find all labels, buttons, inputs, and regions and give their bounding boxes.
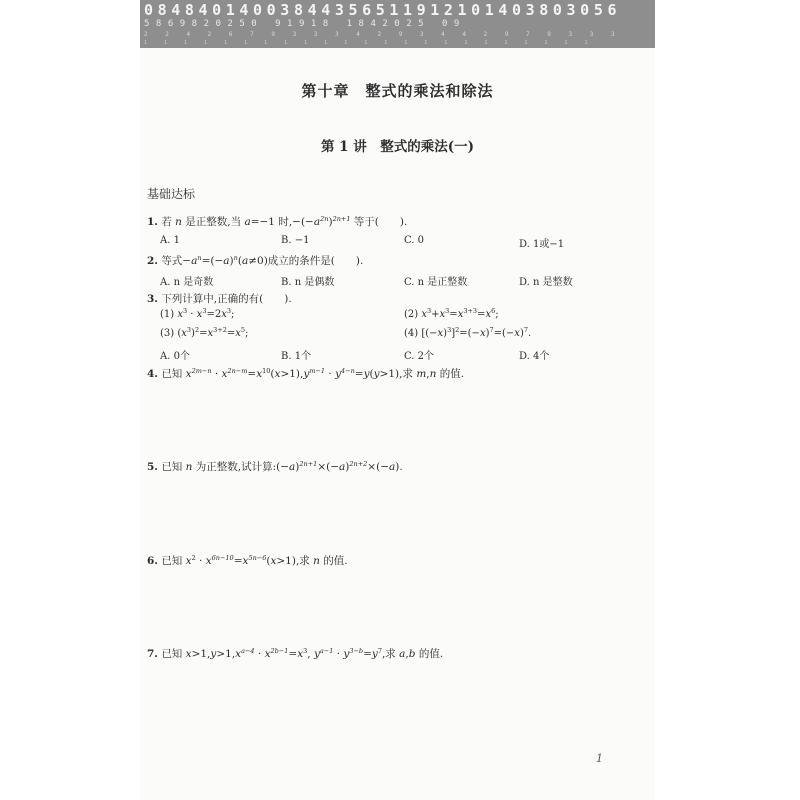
q5-text: ×(− — [317, 461, 340, 473]
q3-exp: 3 — [186, 326, 192, 334]
q3-item-2 — [404, 309, 499, 320]
q4-text: · — [211, 368, 222, 380]
q3-option-d: D. 4个 — [519, 351, 550, 362]
q1-exp: 2n — [320, 215, 329, 223]
q3-text: = — [226, 328, 236, 339]
q7-exp: 7 — [377, 647, 382, 655]
q2-var: a — [191, 255, 198, 267]
q6-var: n — [313, 555, 320, 567]
q1-option-b: B. −1 — [281, 235, 310, 246]
q3-text: ) — [191, 328, 195, 339]
q4-var: y — [373, 368, 380, 380]
q4-var: y — [335, 368, 341, 380]
q4-var: n — [429, 368, 437, 380]
question-7 — [147, 646, 443, 661]
q3-var: x — [196, 309, 203, 320]
q4-text: , — [426, 368, 430, 380]
q4-var: y — [303, 368, 310, 380]
q4-var: x — [185, 368, 192, 380]
q1-option-d: D. 1或−1 — [519, 239, 565, 250]
q3-text: (4) [(− — [404, 328, 438, 339]
q3-text: = — [477, 309, 486, 320]
q6-exp: 2 — [191, 554, 196, 562]
q1-exp: 2n+1 — [332, 215, 351, 223]
q3-exp: 3 — [226, 307, 231, 315]
q3-text: 下列计算中,正确的有( ). — [161, 293, 292, 305]
q6-var: x — [270, 555, 277, 567]
q7-text: >1, — [191, 648, 211, 660]
q2-text: ) — [229, 255, 234, 267]
q3-exp: 3 — [445, 307, 450, 315]
q4-exp: 2m−n — [191, 367, 212, 375]
q7-text: ,求 — [381, 648, 400, 660]
page-number: 1 — [596, 752, 603, 765]
q4-text: 的值. — [436, 368, 465, 380]
question-number: 7. — [147, 648, 158, 660]
q4-text: >1),求 — [379, 368, 417, 380]
question-number: 4. — [147, 368, 158, 380]
q7-exp: 3 — [303, 647, 308, 655]
q3-item-4 — [404, 328, 531, 339]
q3-var: x — [437, 328, 444, 339]
q2-text: ( — [237, 255, 242, 267]
strip-row-1: 08484014003844356511912101403803056 — [144, 1, 622, 19]
q7-var: y — [210, 648, 217, 660]
q3-exp: 3 — [447, 326, 452, 334]
q3-var: x — [457, 309, 464, 320]
q2-option-a: A. n 是奇数 — [160, 277, 214, 288]
strip-row-4: 1 1 1 1 1 1 1 1 1 1 1 1 1 1 1 1 1 1 1 1 1 1 1 — [144, 40, 595, 46]
q3-item-3 — [160, 328, 248, 339]
q3-text: ) — [443, 328, 448, 339]
q3-text: (1) — [160, 309, 178, 320]
q3-text: . — [527, 328, 532, 339]
q7-var: x — [185, 648, 192, 660]
q3-exp: 3 — [426, 307, 432, 315]
q1-text: 是正整数,当 — [181, 216, 245, 228]
q5-text: ) — [295, 461, 300, 473]
q6-text: · — [195, 555, 206, 567]
book-page — [140, 0, 655, 800]
question-number: 3. — [147, 293, 158, 305]
q3-text: ; — [495, 309, 499, 320]
q3-var: x — [439, 309, 446, 320]
q2-var: a — [241, 255, 249, 267]
q7-var: b — [408, 648, 416, 660]
q4-var: x — [221, 368, 228, 380]
q4-text: = — [354, 368, 364, 380]
q6-text: >1),求 — [276, 555, 314, 567]
q1-option-c: C. 0 — [404, 235, 425, 246]
q3-var: x — [177, 309, 183, 320]
q5-exp: 2n+2 — [349, 460, 368, 468]
q4-text: >1), — [280, 368, 304, 380]
q5-text: ) — [345, 461, 350, 473]
q7-var: x — [235, 648, 242, 660]
q2-option-b: B. n 是偶数 — [281, 277, 335, 288]
q1-text: 若 — [161, 216, 176, 228]
q3-text: ) — [519, 328, 524, 339]
q2-text: ≠0)成立的条件是( ). — [248, 255, 364, 267]
question-2 — [147, 253, 363, 268]
q5-exp: 2n+1 — [299, 460, 318, 468]
q3-exp: 7 — [523, 326, 528, 334]
q3-exp: 3 — [202, 307, 207, 315]
q5-text: ×(− — [367, 461, 389, 473]
q7-text: , — [405, 648, 409, 660]
q2-text: 等式− — [161, 255, 192, 267]
q3-text: (2) — [404, 309, 422, 320]
q3-var: x — [479, 328, 486, 339]
q1-var: a — [313, 216, 321, 228]
q5-text: ). — [395, 461, 403, 473]
q7-var: a — [399, 648, 406, 660]
q5-var: a — [339, 461, 346, 473]
q3-var: x — [514, 328, 520, 339]
strip-row-3: 2 2 4 2 6 7 9 3 3 3 4 2 9 3 4 4 2 9 7 9 3 3 3 — [144, 31, 622, 38]
q3-text: = — [449, 309, 458, 320]
q1-text: ) — [328, 216, 333, 228]
q2-exp: n — [233, 254, 238, 262]
q1-text: =−1 时,−(− — [250, 216, 314, 228]
q7-exp: a−1 — [319, 647, 334, 655]
q3-var: x — [207, 328, 214, 339]
q3-var: x — [221, 309, 227, 320]
q7-text: , — [307, 648, 314, 660]
question-number: 5. — [147, 461, 158, 473]
q3-option-a: A. 0个 — [160, 351, 190, 362]
q6-var: x — [185, 555, 192, 567]
q1-var: a — [244, 216, 251, 228]
q7-exp: 2b−1 — [270, 647, 289, 655]
section-title: 基础达标 — [147, 187, 196, 201]
q2-text: =(− — [201, 255, 224, 267]
q7-text: · — [333, 648, 344, 660]
q7-var: y — [371, 648, 378, 660]
q7-text: 已知 — [161, 648, 186, 660]
q3-text: · — [187, 309, 197, 320]
q7-text: = — [288, 648, 298, 660]
q4-var: x — [274, 368, 281, 380]
q3-exp: 7 — [489, 326, 494, 334]
q5-var: n — [185, 461, 193, 473]
q3-text: + — [431, 309, 440, 320]
q3-item-1 — [160, 309, 234, 320]
q7-text: = — [363, 648, 372, 660]
question-number: 1. — [147, 216, 158, 228]
q3-var: x — [181, 328, 187, 339]
q3-text: =(− — [459, 328, 480, 339]
q4-exp: m−1 — [309, 367, 326, 375]
q4-text: = — [247, 368, 257, 380]
q3-var: x — [421, 309, 427, 320]
strip-row-2: 5869820250 91918 1842025 09 — [144, 19, 466, 29]
q6-var: x — [205, 555, 212, 567]
question-6 — [147, 553, 348, 568]
q3-text: ) — [485, 328, 490, 339]
q1-option-a: A. 1 — [160, 235, 180, 246]
q7-exp: a−4 — [241, 647, 255, 655]
header-number-strip — [140, 0, 655, 48]
q1-text: 等于( ). — [350, 216, 408, 228]
q6-var: x — [242, 555, 249, 567]
q7-exp: 3−b — [349, 647, 364, 655]
q3-text: ] — [451, 328, 456, 339]
question-number: 2. — [147, 255, 158, 267]
q3-text: =(− — [493, 328, 515, 339]
q6-text: 的值. — [319, 555, 348, 567]
question-number: 6. — [147, 555, 158, 567]
q3-text: ; — [230, 309, 235, 320]
q4-text: ( — [369, 368, 374, 380]
q2-var: a — [223, 255, 230, 267]
q5-text: 已知 — [161, 461, 186, 473]
question-1 — [147, 214, 407, 229]
q4-exp: 10 — [262, 367, 271, 375]
q4-exp: 4−n — [341, 367, 355, 375]
q6-text: = — [233, 555, 243, 567]
q4-var: m — [416, 368, 427, 380]
q3-text: (3) ( — [160, 328, 182, 339]
q3-exp: 6 — [491, 307, 496, 315]
q5-var: a — [389, 461, 396, 473]
q7-text: · — [254, 648, 265, 660]
q7-text: 的值. — [415, 648, 444, 660]
q4-var: x — [256, 368, 263, 380]
q3-exp: 2 — [455, 326, 460, 334]
q3-text: =2 — [206, 309, 222, 320]
q3-exp: 3+3 — [463, 307, 478, 315]
q7-var: x — [297, 648, 304, 660]
question-5 — [147, 459, 403, 474]
q4-var: y — [363, 368, 370, 380]
q7-text: >1, — [216, 648, 236, 660]
q6-text: ( — [266, 555, 271, 567]
q3-option-c: C. 2个 — [404, 351, 435, 362]
q4-text: 已知 — [161, 368, 186, 380]
question-4 — [147, 366, 464, 381]
q4-exp: 2n−m — [227, 367, 248, 375]
question-3 — [147, 291, 292, 306]
q7-var: y — [313, 648, 320, 660]
q3-text: = — [199, 328, 208, 339]
q2-option-d: D. n 是整数 — [519, 277, 573, 288]
q6-exp: 6n−10 — [211, 554, 234, 562]
q6-text: 已知 — [161, 555, 186, 567]
q3-option-b: B. 1个 — [281, 351, 312, 362]
chapter-title: 第十章 整式的乘法和除法 — [301, 82, 494, 100]
q6-exp: 5n−6 — [248, 554, 267, 562]
q7-var: y — [343, 648, 350, 660]
q5-var: a — [289, 461, 296, 473]
q2-exp: n — [197, 254, 202, 262]
q3-exp: 2 — [194, 326, 200, 334]
q4-text: · — [325, 368, 336, 380]
q3-exp: 5 — [240, 326, 245, 334]
q1-var: n — [175, 216, 182, 228]
q3-var: x — [235, 328, 241, 339]
q5-text: 为正整数,试计算:(− — [192, 461, 290, 473]
q3-exp: 3 — [182, 307, 188, 315]
q2-option-c: C. n 是正整数 — [404, 277, 468, 288]
q4-text: ( — [270, 368, 275, 380]
q3-text: ; — [245, 328, 249, 339]
q7-var: x — [264, 648, 271, 660]
lesson-title: 第 1 讲 整式的乘法(一) — [320, 139, 475, 155]
q3-exp: 3+2 — [213, 326, 227, 334]
q3-var: x — [485, 309, 492, 320]
